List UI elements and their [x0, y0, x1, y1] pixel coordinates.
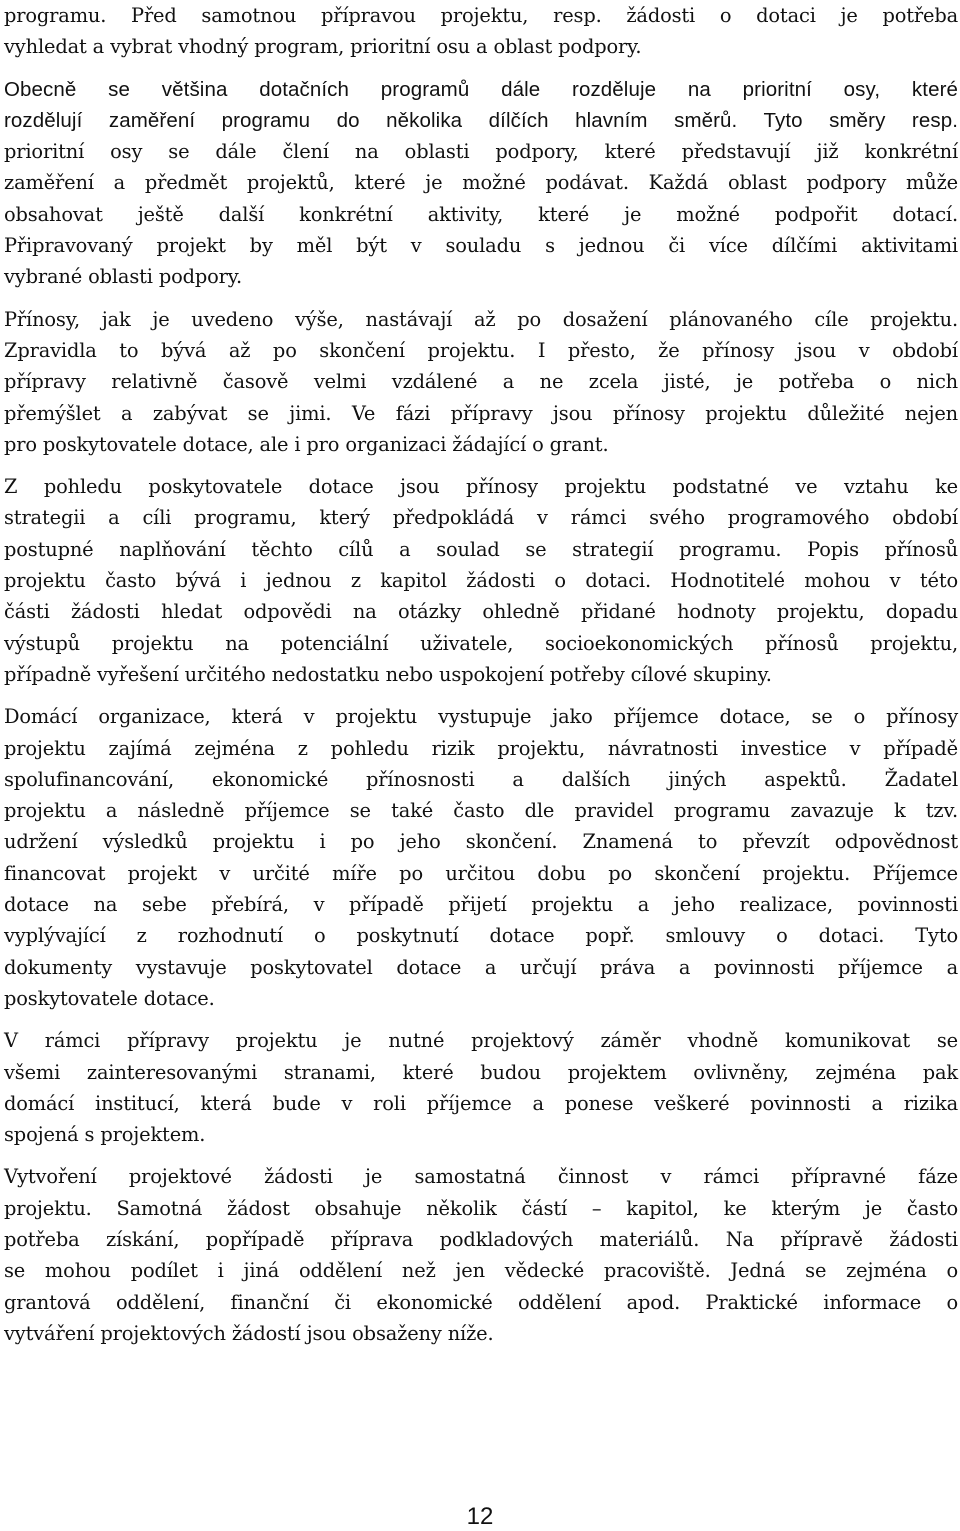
text-line: Přínosy, jak je uvedeno výše, nastávají až po dosažení plánovaného cíle projektu. [4, 307, 958, 331]
text-line: dokumenty vystavuje poskytovatel dotace a určují práva a povinnosti příjemce a [4, 955, 958, 979]
text-line: programu. Před samotnou přípravou projektu, resp. žádosti o dotaci je potřeba [4, 4, 958, 27]
paragraph [4, 74, 958, 293]
text-line: přípravy relativně časově velmi vzdálené a ne zcela jisté, je potřeba o nich [4, 370, 958, 394]
paragraph [4, 471, 958, 690]
text-line: výstupů projektu na potenciální uživatele, socioekonomických přínosů projektu, [4, 631, 958, 655]
text-line: Zpravidla to bývá až po skončení projektu. I přesto, že přínosy jsou v období [4, 338, 958, 362]
text-line: V rámci přípravy projektu je nutné projektový záměr vhodně komunikovat se [4, 1029, 958, 1053]
text-line: pro poskytovatele dotace, ale i pro organizaci žádající o grant. [4, 432, 609, 456]
text-line: spojená s projektem. [4, 1123, 206, 1147]
text-line: udržení výsledků projektu i po jeho skončení. Znamená to převzít odpovědnost [4, 830, 958, 854]
text-line: Z pohledu poskytovatele dotace jsou přínosy projektu podstatné ve vztahu ke [4, 475, 958, 499]
paragraph [4, 1161, 958, 1349]
text-line: všemi zainteresovanými stranami, které budou projektem ovlivněny, zejména pak [4, 1060, 958, 1084]
text-line: Vytvoření projektové žádosti je samostatná činnost v rámci přípravné fáze [4, 1165, 958, 1189]
document-body [4, 0, 958, 1360]
text-line: grantová oddělení, finanční či ekonomické oddělení apod. Praktické informace o [4, 1290, 958, 1314]
text-line: se mohou podílet i jiná oddělení než jen vědecké pracoviště. Jedná se zejména o [4, 1259, 958, 1283]
text-line: Připravovaný projekt by měl být v souladu s jednou či více dílčími aktivitami [4, 234, 958, 258]
text-line: financovat projekt v určité míře po určitou dobu po skončení projektu. Příjemce [4, 861, 958, 885]
text-line: vyplývající z rozhodnutí o poskytnutí dotace popř. smlouvy o dotaci. Tyto [4, 924, 958, 948]
text-line: projektu často bývá i jednou z kapitol žádosti o dotaci. Hodnotitelé mohou v této [4, 569, 958, 593]
text-line: projektu zajímá zejména z pohledu rizik projektu, návratnosti investice v případě [4, 736, 958, 760]
text-line: obsahovat ještě další konkrétní aktivity, které je možné podpořit dotací. [4, 202, 958, 226]
text-line: přemýšlet a zabývat se jimi. Ve fázi přípravy jsou přínosy projektu důležité nejen [4, 401, 958, 425]
text-line: vybrané oblasti podpory. [4, 265, 243, 289]
text-line: prioritní osy se dále člení na oblasti podpory, které představují již konkrétní [4, 140, 958, 164]
text-line: postupné naplňování těchto cílů a soulad se strategií programu. Popis přínosů [4, 537, 958, 561]
text-line: vytváření projektových žádostí jsou obsaženy níže. [4, 1321, 494, 1345]
text-line: případně vyřešení určitého nedostatku nebo uspokojení potřeby cílové skupiny. [4, 662, 772, 686]
paragraph [4, 701, 958, 1014]
text-line: potřeba získání, popřípadě příprava podkladových materiálů. Na přípravě žádosti [4, 1227, 958, 1251]
text-line: zaměření a předmět projektů, které je možné podávat. Každá oblast podpory může [4, 171, 958, 195]
text-line: části žádosti hledat odpovědi na otázky ohledně přidané hodnoty projektu, dopadu [4, 600, 958, 624]
text-line: projektu a následně příjemce se také často dle pravidel programu zavazuje k tzv. [4, 799, 958, 823]
text-line: poskytovatele dotace. [4, 986, 215, 1010]
text-line: projektu. Samotná žádost obsahuje několik částí – kapitol, ke kterým je často [4, 1196, 958, 1220]
paragraph [4, 0, 958, 63]
text-line: spolufinancování, ekonomické přínosnosti a dalších jiných aspektů. Žadatel [4, 767, 958, 791]
text-line: rozdělují zaměření programu do několika dílčích hlavním směrů. Tyto směry resp. [4, 108, 958, 132]
text-line: domácí institucí, která bude v roli příjemce a ponese veškeré povinnosti a rizika [4, 1091, 958, 1115]
text-line: strategii a cíli programu, který předpokládá v rámci svého programového období [4, 506, 958, 530]
paragraph [4, 1025, 958, 1150]
text-line: dotace na sebe přebírá, v případě přijetí projektu a jeho realizace, povinnosti [4, 893, 958, 917]
text-line: Domácí organizace, která v projektu vystupuje jako příjemce dotace, se o přínosy [4, 705, 958, 729]
text-line: Obecně se většina dotačních programů dále rozděluje na prioritní osy, které [4, 77, 958, 101]
page-number: 12 [466, 1503, 494, 1530]
text-line: vyhledat a vybrat vhodný program, prioritní osu a oblast podpory. [4, 35, 642, 59]
paragraph [4, 304, 958, 460]
